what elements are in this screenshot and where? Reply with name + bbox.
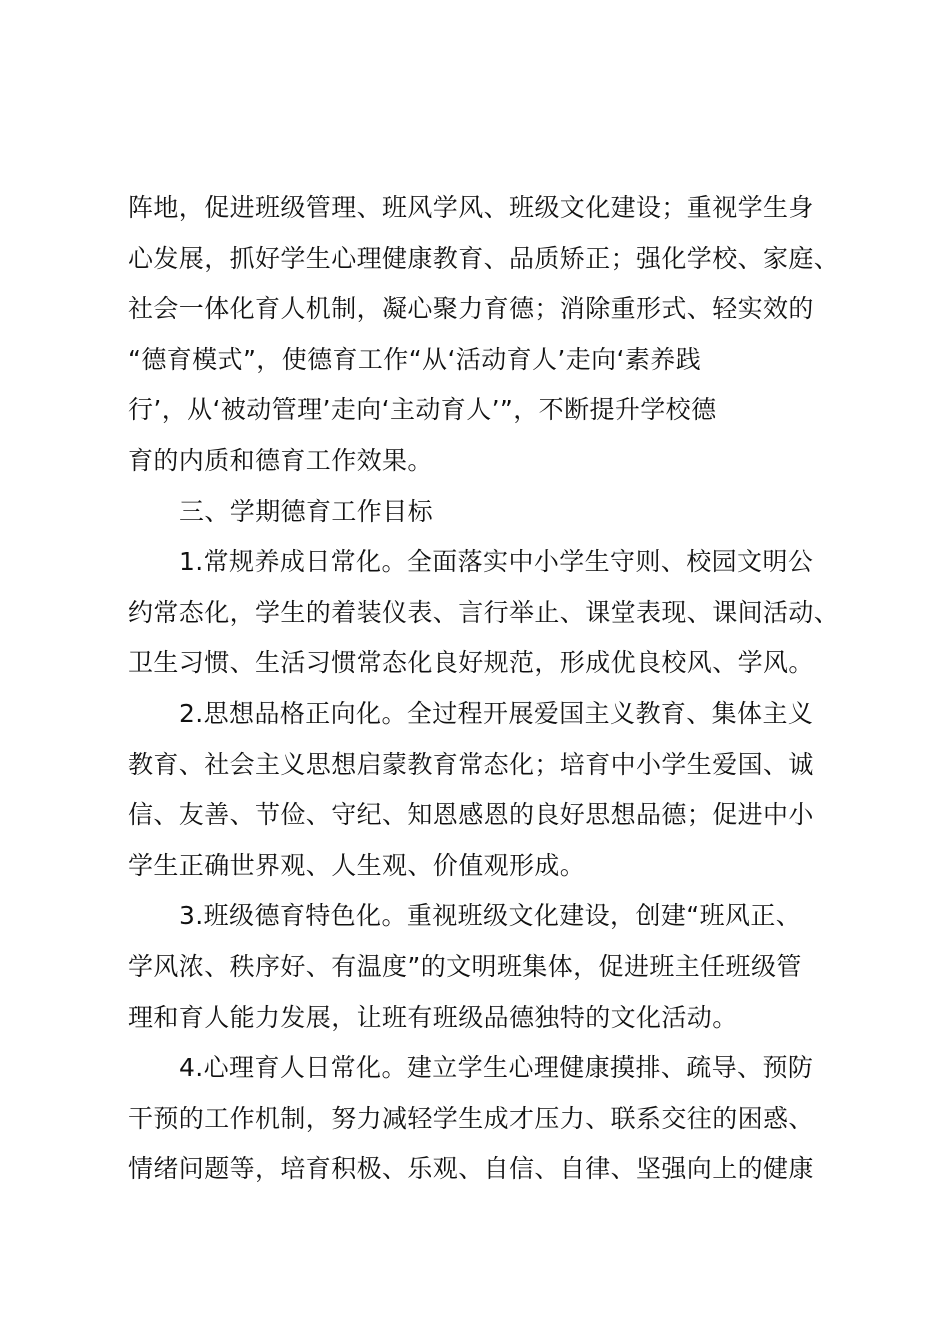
text-line: 情绪问题等，培育积极、乐观、自信、自律、坚强向上的健康 bbox=[128, 1154, 814, 1184]
text-line: 社会一体化育人机制，凝心聚力育德；消除重形式、轻实效的 bbox=[128, 294, 814, 324]
text-line: 卫生习惯、生活习惯常态化良好规范，形成优良校风、学风。 bbox=[128, 648, 814, 678]
section-heading-text: 三、学期德育工作目标 bbox=[179, 496, 434, 526]
text-line: 学风浓、秩序好、有温度”的文明班集体，促进班主任班级管 bbox=[128, 951, 802, 981]
text-line: 育的内质和德育工作效果。 bbox=[128, 445, 433, 475]
text-line: 阵地，促进班级管理、班风学风、班级文化建设；重视学生身 bbox=[128, 193, 814, 222]
text-line: 教育、社会主义思想启蒙教育常态化；培育中小学生爱国、诚 bbox=[128, 749, 814, 779]
text-line: 行’，从‘被动管理’走向‘主动育人’”，不断提升学校德 bbox=[128, 395, 717, 425]
text-line: 约常态化，学生的着装仪表、言行举止、课堂表现、课间活动、 bbox=[128, 597, 840, 627]
text-line: “德育模式”，使德育工作“从‘活动育人’走向‘素养践 bbox=[128, 344, 702, 374]
text-line: 信、友善、节俭、守纪、知恩感恩的良好思想品德；促进中小 bbox=[128, 800, 814, 830]
text-line: 2.思想品格正向化。全过程开展爱国主义教育、集体主义 bbox=[179, 698, 814, 728]
goal-item-3 bbox=[128, 891, 840, 1043]
text-line: 4.心理育人日常化。建立学生心理健康摸排、疏导、预防 bbox=[179, 1053, 814, 1083]
goal-item-1 bbox=[128, 537, 840, 689]
document-body bbox=[128, 183, 840, 1195]
paragraph-continuation bbox=[128, 183, 840, 487]
text-line: 1.常规养成日常化。全面落实中小学生守则、校园文明公 bbox=[179, 547, 814, 577]
goal-item-2 bbox=[128, 689, 840, 891]
text-line: 3.班级德育特色化。重视班级文化建设，创建“班风正、 bbox=[179, 901, 802, 931]
text-line: 心发展，抓好学生心理健康教育、品质矫正；强化学校、家庭、 bbox=[128, 243, 840, 273]
goal-item-4 bbox=[128, 1043, 840, 1195]
text-line: 理和育人能力发展，让班有班级品德独特的文化活动。 bbox=[128, 1002, 738, 1032]
text-line: 干预的工作机制，努力减轻学生成才压力、联系交往的困惑、 bbox=[128, 1103, 814, 1133]
section-heading bbox=[128, 487, 840, 538]
text-line: 学生正确世界观、人生观、价值观形成。 bbox=[128, 850, 586, 880]
